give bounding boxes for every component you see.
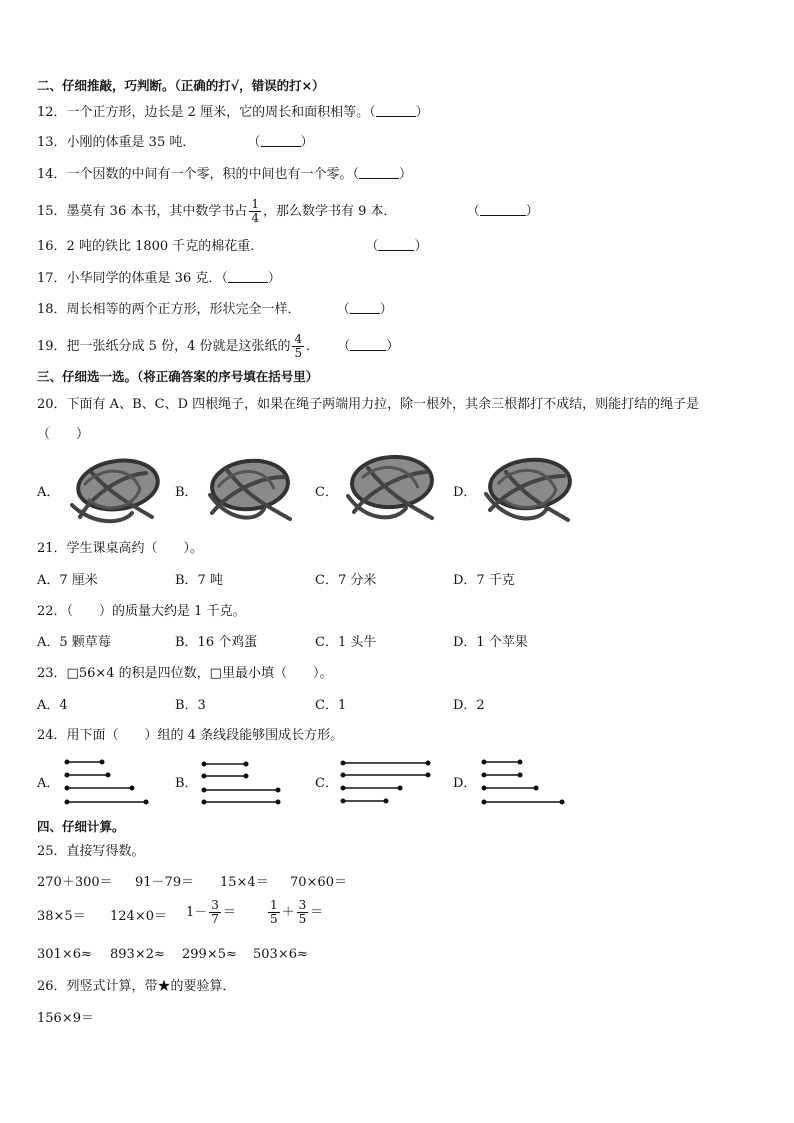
calc-item-vertical[interactable]: 156×9＝ — [37, 1011, 94, 1026]
calc-item[interactable]: 270＋300＝ — [37, 875, 113, 890]
q21-option-b[interactable]: B．7 吨 — [175, 573, 223, 588]
q24-option-c-segments[interactable] — [338, 756, 434, 808]
question-18-text: 18．周长相等的两个正方形，形状完全一样． — [37, 302, 301, 317]
rope-knot-c-image[interactable] — [338, 452, 438, 527]
q22-option-b[interactable]: B．16 个鸡蛋 — [175, 635, 258, 650]
question-14-text: 14．一个因数的中间有一个零，积的中间也有一个零。（ — [37, 167, 360, 182]
question-22: 22．（ ）的质量大约是 1 千克。 — [37, 604, 246, 619]
question-12: 12．一个正方形，边长是 2 厘米，它的周长和面积相等。（ ） — [37, 105, 429, 120]
rope-knot-d-image[interactable] — [476, 454, 576, 528]
q24-option-b-segments[interactable] — [198, 756, 290, 808]
question-13-text: 13．小刚的体重是 35 吨． — [37, 135, 196, 150]
q23-option-b[interactable]: B．3 — [175, 698, 206, 713]
q24-option-a-segments[interactable] — [62, 756, 154, 808]
q21-option-a[interactable]: A．7 厘米 — [37, 573, 98, 588]
q22-option-d[interactable]: D．1 个苹果 — [453, 635, 528, 650]
calc-item[interactable]: 38×5＝ — [37, 909, 86, 924]
q21-option-d[interactable]: D．7 千克 — [453, 573, 515, 588]
question-26: 26．列竖式计算，带★的要验算． — [37, 979, 236, 994]
question-19-text-a: 19．把一张纸分成 5 份，4 份就是这张纸的 — [37, 339, 291, 354]
fraction-three-fifths: $\frac{3}{5}$ — [298, 898, 307, 926]
calc-item[interactable]: 299×5≈ — [182, 947, 237, 962]
answer-blank-19[interactable] — [350, 338, 386, 351]
q23-option-a[interactable]: A．4 — [37, 698, 68, 713]
section-heading-calc: 四、仔细计算。 — [37, 819, 125, 834]
calc-item[interactable]: 124×0＝ — [110, 909, 167, 924]
q21-option-c[interactable]: C．7 分米 — [315, 573, 377, 588]
fraction-one-fifth: $\frac{1}{5}$ — [270, 898, 278, 926]
calc-item[interactable]: 893×2≈ — [110, 947, 165, 962]
answer-blank-17[interactable] — [228, 270, 268, 283]
question-12-text: 12．一个正方形，边长是 2 厘米，它的周长和面积相等。（ — [37, 105, 376, 120]
q22-option-c[interactable]: C．1 头牛 — [315, 635, 377, 650]
question-25: 25．直接写得数。 — [37, 844, 145, 859]
q24-option-a-label[interactable]: A． — [37, 776, 60, 791]
question-17: 17．小华同学的体重是 36 克．（ ） — [37, 271, 281, 286]
rope-knot-b-image[interactable] — [198, 455, 298, 527]
rope-knot-a-image[interactable] — [62, 455, 162, 527]
fraction-four-fifths: $\frac{4}{5}$ — [294, 332, 303, 360]
question-20: 20．下面有 A、B、C、D 四根绳子，如果在绳子两端用力拉，除一根外，其余三根都打不成结，则能打结的绳子是 — [37, 397, 700, 412]
question-15-text-a: 15．墨莫有 36 本书，其中数学书占 — [37, 204, 248, 219]
question-15-text-b: ，那么数学书有 9 本． — [263, 204, 397, 219]
question-19: 19．把一张纸分成 5 份，4 份就是这张纸的 $\frac{4}{5}$ ． （ ） — [37, 332, 400, 360]
q20-option-c-label[interactable]: C． — [315, 485, 338, 500]
section-heading-judge: 二、仔细推敲，巧判断。（正确的打√，错误的打×） — [37, 78, 325, 93]
q24-option-c-label[interactable]: C． — [315, 776, 338, 791]
answer-blank-15[interactable] — [480, 203, 526, 216]
answer-blank-12[interactable] — [376, 104, 416, 117]
q23-option-c[interactable]: C．1 — [315, 698, 347, 713]
calc-item[interactable]: 15×4＝ — [220, 875, 269, 890]
question-18: 18．周长相等的两个正方形，形状完全一样． （ ） — [37, 302, 393, 317]
calc-item[interactable]: 91－79＝ — [135, 875, 195, 890]
question-17-text: 17．小华同学的体重是 36 克．（ — [37, 271, 228, 286]
question-21: 21．学生课桌高约（ ）。 — [37, 541, 204, 556]
q20-option-a-label[interactable]: A． — [37, 485, 60, 500]
q22-option-a[interactable]: A．5 颗草莓 — [37, 635, 111, 650]
section-heading-choice: 三、仔细选一选。（将正确答案的序号填在括号里） — [37, 369, 319, 384]
answer-blank-16[interactable] — [378, 238, 414, 251]
question-14: 14．一个因数的中间有一个零，积的中间也有一个零。（ ） — [37, 167, 413, 182]
fraction-three-sevenths: $\frac{3}{7}$ — [211, 898, 219, 926]
q20-option-b-label[interactable]: B． — [175, 485, 198, 500]
question-16: 16．2 吨的铁比 1800 千克的棉花重． （ ） — [37, 239, 428, 254]
answer-blank-18[interactable] — [350, 301, 380, 314]
question-23: 23．□56×4 的积是四位数，□里最小填（ ）。 — [37, 666, 333, 681]
fraction-one-quarter: $\frac{1}{4}$ — [251, 197, 259, 225]
question-19-text-b: ． — [306, 339, 320, 354]
question-16-text: 16．2 吨的铁比 1800 千克的棉花重． — [37, 239, 264, 254]
q24-option-d-segments[interactable] — [476, 756, 568, 808]
question-15: 15．墨莫有 36 本书，其中数学书占 $\frac{1}{4}$ ，那么数学书有 9 本． （ ） — [37, 197, 539, 225]
calc-item[interactable]: 301×6≈ — [37, 947, 92, 962]
calc-item[interactable]: 70×60＝ — [290, 875, 347, 890]
question-13: 13．小刚的体重是 35 吨． （ ） — [37, 135, 314, 150]
answer-blank-14[interactable] — [359, 166, 399, 179]
calc-item[interactable]: 503×6≈ — [253, 947, 308, 962]
question-24: 24．用下面（ ）组的 4 条线段能够围成长方形。 — [37, 728, 344, 743]
answer-blank-13[interactable] — [261, 134, 301, 147]
q24-option-d-label[interactable]: D． — [453, 776, 477, 791]
calc-item-fraction-add[interactable]: $\frac{1}{5}$ ＋ $\frac{3}{5}$ ＝ — [270, 898, 324, 926]
calc-item-fraction-subtract[interactable]: 1－ $\frac{3}{7}$ ＝ — [186, 898, 236, 926]
q24-option-b-label[interactable]: B． — [175, 776, 198, 791]
q23-option-d[interactable]: D．2 — [453, 698, 485, 713]
q20-option-d-label[interactable]: D． — [453, 485, 477, 500]
question-20-answer-paren[interactable]: （ ） — [37, 427, 90, 442]
